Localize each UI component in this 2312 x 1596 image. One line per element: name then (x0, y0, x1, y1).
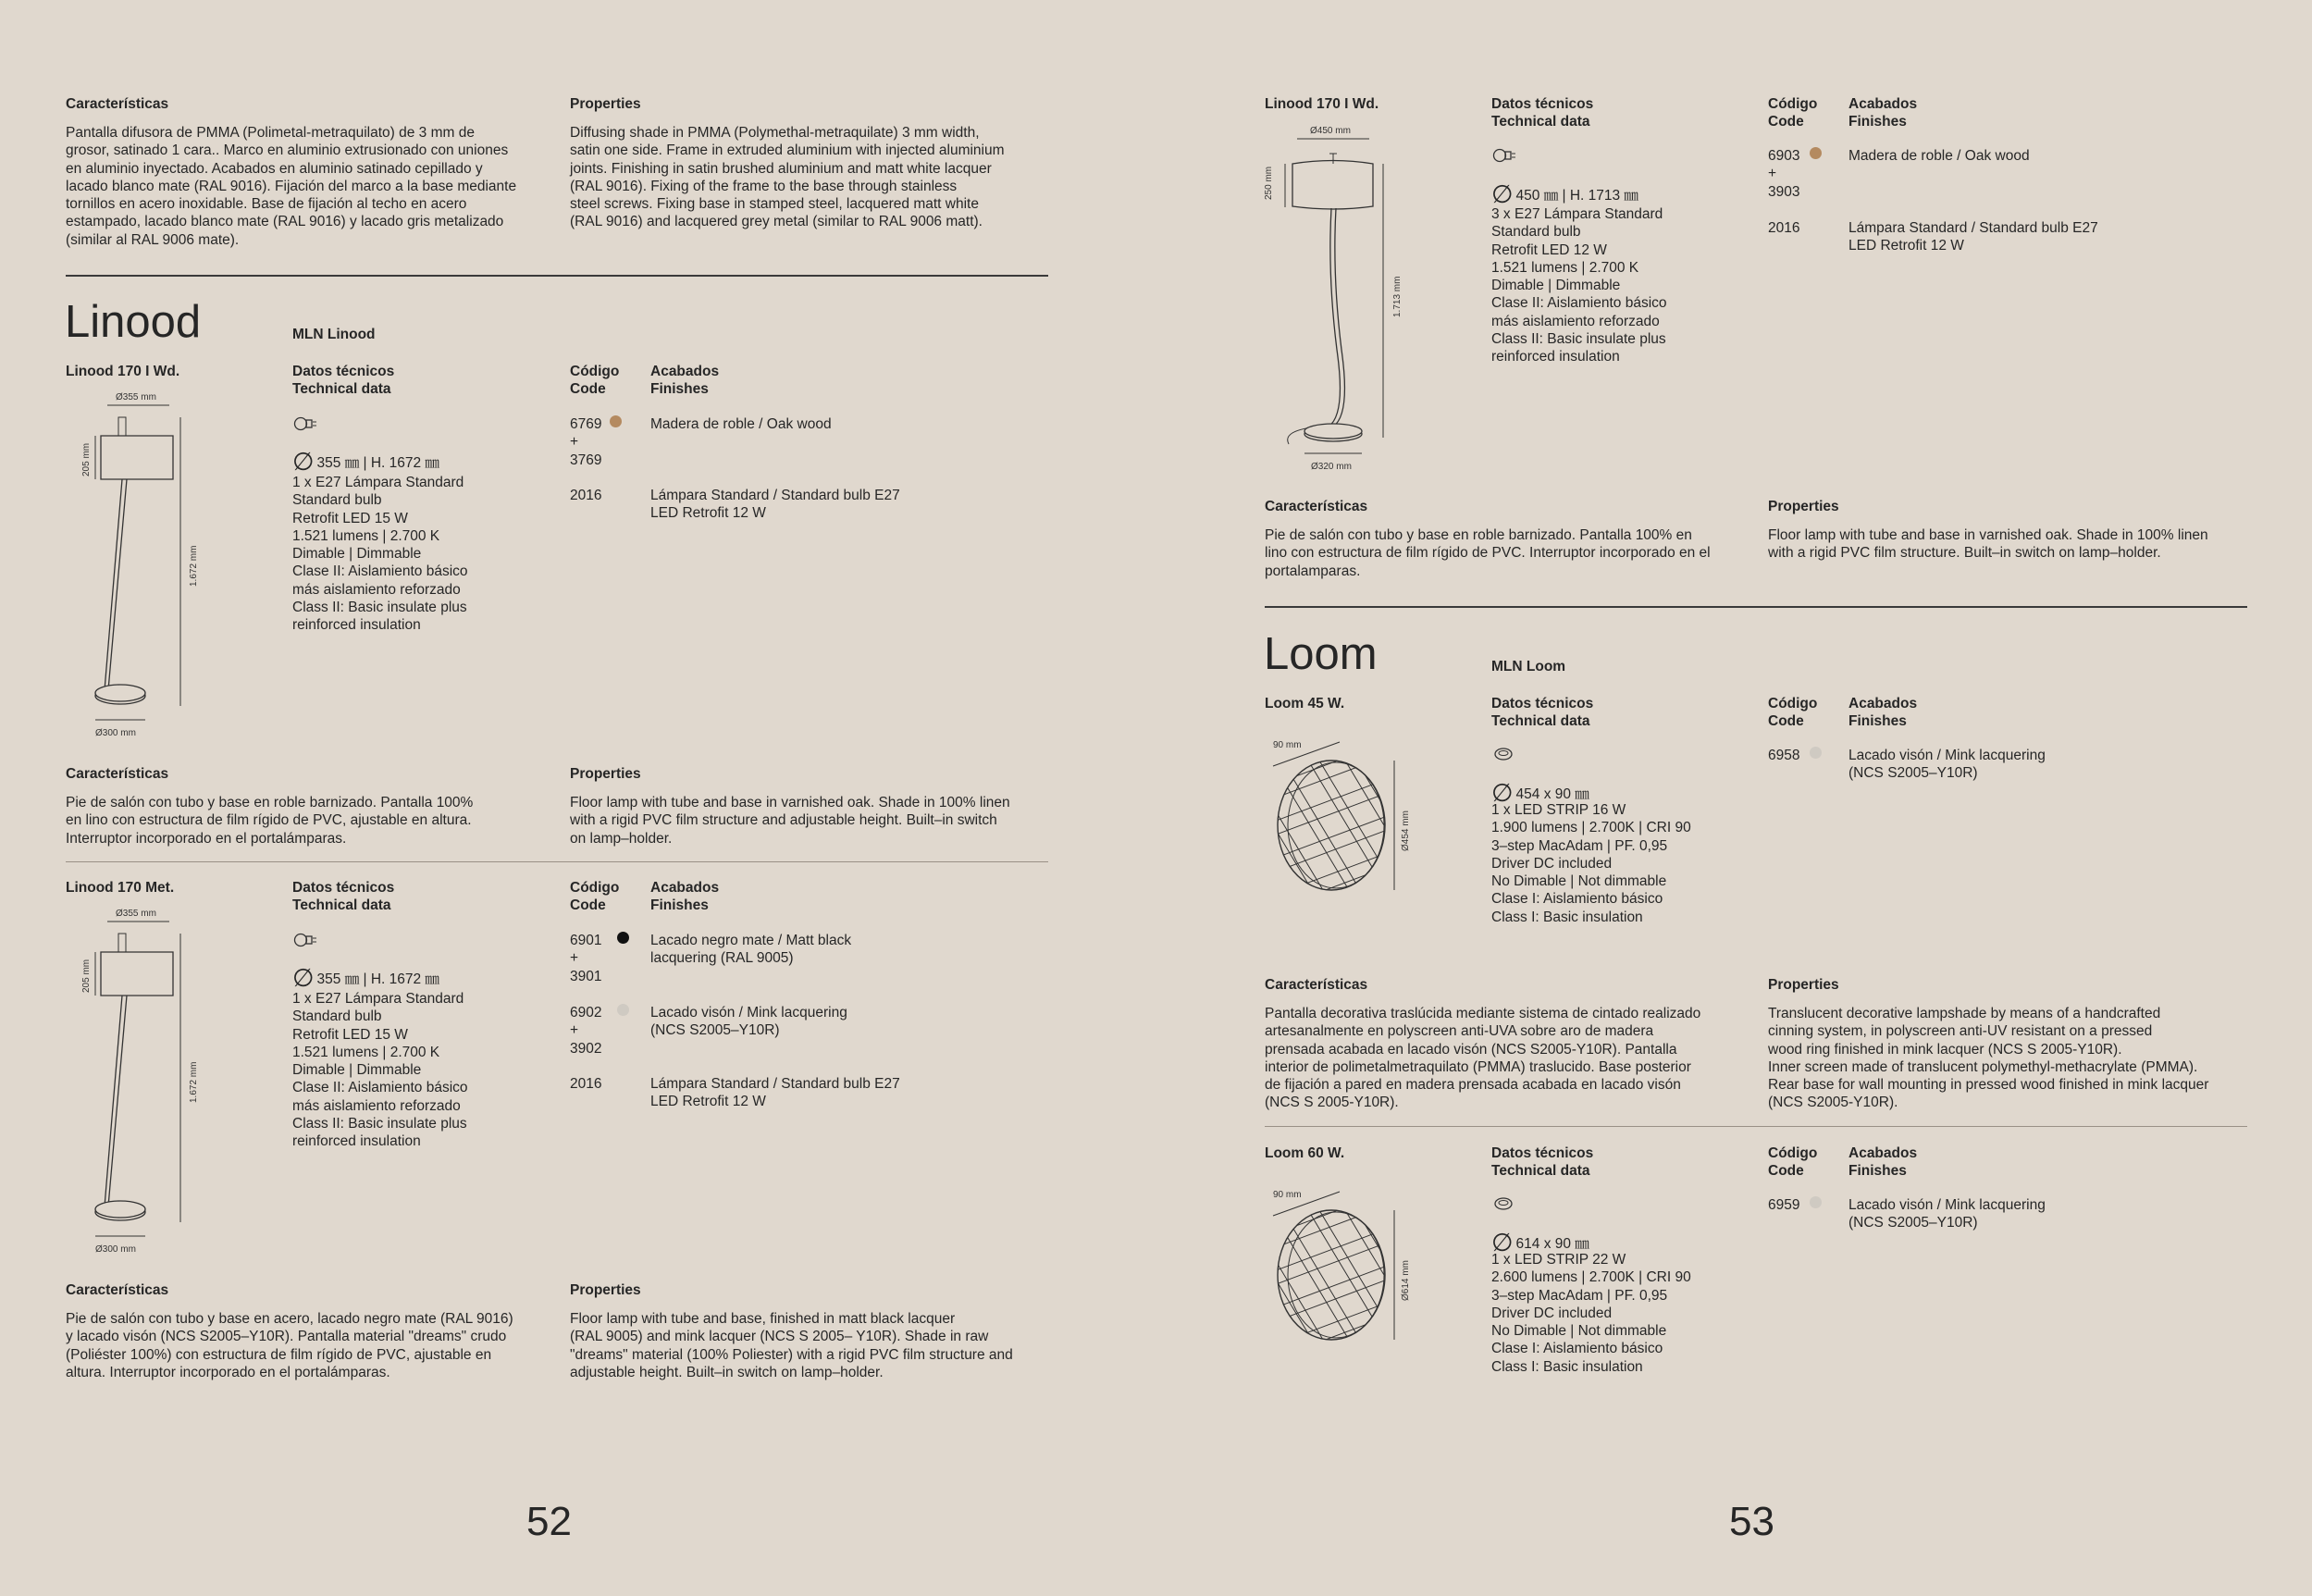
bulb-icon (1491, 148, 1519, 163)
code-heading-es: Código (1768, 696, 1818, 711)
en-heading: Properties (570, 766, 641, 782)
family-title: Loom (1264, 629, 1378, 679)
en-heading: Properties (1768, 499, 1839, 514)
tech-specs: 1 x LED STRIP 16 W 1.900 lumens | 2.700K | CRI 90 3–step MacAdam | PF. 0,95 Driver DC included No Dimable | Not dimmable Clase I: Aislamiento básico Class I: Basic insulation (1491, 802, 1691, 925)
bulb-icon (292, 416, 320, 431)
dim-diameter-label: Ø454 mm (1401, 810, 1411, 851)
page-number: 53 (1729, 1499, 1774, 1544)
product-name: Linood 170 Met. (66, 880, 175, 896)
dim-depth-label: 90 mm (1273, 740, 1302, 750)
finish-swatch (617, 1004, 629, 1016)
finish-name: Madera de roble / Oak wood (1848, 148, 2030, 164)
code-heading-en: Code (570, 381, 606, 397)
dimensions-value: 355 ㎜ | H. 1672 ㎜ (316, 455, 439, 471)
floor-lamp-drawing (69, 903, 217, 1259)
es-heading: Características (1265, 977, 1368, 993)
finish-code: 6903 + 3903 (1768, 148, 1800, 200)
dim-shade-label: 205 mm (81, 442, 92, 476)
en-text: Floor lamp with tube and base in varnished oak. Shade in 100% linen with a rigid PVC film structure and adjustable height. Built–in switch on lamp–holder. (570, 795, 1010, 847)
finishes-heading-en: Finishes (1848, 713, 1907, 729)
intro-en-text: Diffusing shade in PMMA (Polymethal-metraquilate) 3 mm width, satin one side. Frame in extruded aluminium with injected aluminium joints. Finishing in satin brushed aluminium and matt white lacquer (RAL 9016). Fixing of the frame to the base through stainless steel screws. Fixing base in stamped steel, lacquered matt white (RAL 9016) and lacquered grey metal (similar to RAL 9006 matt). (570, 125, 1005, 230)
dim-depth-label: 90 mm (1273, 1190, 1302, 1200)
code-heading-en: Code (1768, 114, 1804, 130)
dim-diameter-label: Ø614 mm (1401, 1260, 1411, 1301)
page-number: 52 (526, 1499, 572, 1544)
finish-name: Lámpara Standard / Standard bulb E27 LED Retrofit 12 W (650, 1076, 900, 1110)
wall-lamp-drawing (1264, 733, 1430, 899)
product-name: Linood 170 I Wd. (66, 364, 180, 379)
code-heading-es: Código (1768, 96, 1818, 112)
tech-heading-en: Technical data (1491, 1163, 1590, 1179)
finish-code: 6902 + 3902 (570, 1005, 602, 1057)
finish-name: Lámpara Standard / Standard bulb E27 LED Retrofit 12 W (1848, 220, 2098, 254)
finishes-heading-en: Finishes (650, 897, 709, 913)
dim-base-label: Ø300 mm (95, 1244, 136, 1255)
product-name: Loom 60 W. (1265, 1145, 1345, 1161)
diameter-icon: ∅ (292, 964, 315, 992)
intro-es-text: Pantalla difusora de PMMA (Polimetal-metraquilato) de 3 mm de grosor, satinado 1 cara.. Marco en aluminio extrusionado con uniones en aluminio inyectado. Acabados en aluminio satinado cepillado y lacado blanco mate (RAL 9016). Fijación del marco a la base mediante tornillos en acero inoxidable. Base de fijación al techo en acero estampado, lacado blanco mate (RAL 9016) y lacado gris metalizado (similar al RAL 9006 mate). (66, 125, 517, 248)
dim-base-label: Ø300 mm (95, 728, 136, 738)
es-heading: Características (1265, 499, 1368, 514)
es-text: Pie de salón con tubo y base en roble barnizado. Pantalla 100% en lino con estructura de film rígido de PVC, ajustable en altura. Interruptor incorporado en el portalámparas. (66, 795, 474, 847)
family-title: Linood (65, 297, 202, 347)
led-strip-icon (1493, 746, 1515, 762)
dimensions (1491, 1229, 1589, 1256)
finish-code: 2016 (570, 488, 602, 503)
finish-swatch (1810, 1196, 1822, 1208)
code-value: 6769 + 3769 (570, 416, 602, 468)
finishes-heading-es: Acabados (1848, 96, 1918, 112)
code-heading-en: Code (570, 897, 606, 913)
dim-shade-label: 250 mm (1264, 166, 1274, 200)
intro-es-heading: Características (66, 96, 169, 112)
dimensions (1491, 779, 1589, 807)
dimensions-value: 614 x 90 ㎜ (1515, 1236, 1589, 1252)
en-text: Floor lamp with tube and base in varnished oak. Shade in 100% linen with a rigid PVC film structure. Built–in switch on lamp–holder. (1768, 527, 2208, 562)
code-heading-es: Código (570, 364, 620, 379)
finish-name: Lacado visón / Mink lacquering (NCS S2005–Y10R) (1848, 748, 2046, 782)
dim-height-label: 1.672 mm (189, 1061, 199, 1103)
en-heading: Properties (1768, 977, 1839, 993)
tech-heading-es: Datos técnicos (1491, 96, 1594, 112)
floor-lamp-drawing (1263, 118, 1420, 475)
es-text: Pie de salón con tubo y base en roble barnizado. Pantalla 100% en lino con estructura de film rígido de PVC. Interruptor incorporado en el portalamparas. (1265, 527, 1711, 579)
dimensions (292, 964, 439, 992)
es-heading: Características (66, 1282, 169, 1298)
divider (1265, 606, 2247, 608)
finishes-heading-es: Acabados (650, 364, 720, 379)
dimensions (292, 448, 439, 476)
dim-top-label: Ø355 mm (116, 392, 156, 402)
es-text: Pie de salón con tubo y base en acero, lacado negro mate (RAL 9016) y lacado visón (NCS S2005–Y10R). Pantalla material "dreams" crudo (Poliéster 100%) con estructura de film rígido de PVC, ajustable en altura. Interruptor incorporado en el portalámparas. (66, 1311, 513, 1380)
tech-specs: 1 x E27 Lámpara Standard Standard bulb Retrofit LED 15 W 1.521 lumens | 2.700 K Dimable | Dimmable Clase II: Aislamiento básico más aislamiento reforzado Class II: Basic insulate plus reinforced insulation (292, 475, 468, 634)
tech-heading-en: Technical data (292, 897, 391, 913)
finish-swatch (617, 932, 629, 944)
wall-lamp-drawing (1264, 1182, 1430, 1349)
dim-shade-label: 205 mm (81, 959, 92, 993)
tech-specs: 1 x E27 Lámpara Standard Standard bulb Retrofit LED 15 W 1.521 lumens | 2.700 K Dimable | Dimmable Clase II: Aislamiento básico más aislamiento reforzado Class II: Basic insulate plus reinforced insulation (292, 991, 468, 1150)
finish-name: Lámpara Standard / Standard bulb E27 LED Retrofit 12 W (650, 488, 900, 522)
finish-name: Madera de roble / Oak wood (650, 416, 832, 432)
dim-top-label: Ø355 mm (116, 909, 156, 919)
tech-heading-en: Technical data (1491, 114, 1590, 130)
dimensions-value: 355 ㎜ | H. 1672 ㎜ (316, 971, 439, 987)
tech-heading-es: Datos técnicos (292, 880, 395, 896)
finish-swatch (1810, 747, 1822, 759)
finish-code: 2016 (1768, 220, 1800, 236)
tech-heading-es: Datos técnicos (292, 364, 395, 379)
finishes-heading-es: Acabados (1848, 696, 1918, 711)
family-model: MLN Linood (292, 327, 376, 342)
finish-swatch (1810, 147, 1822, 159)
tech-specs: 1 x LED STRIP 22 W 2.600 lumens | 2.700K | CRI 90 3–step MacAdam | PF. 0,95 Driver DC included No Dimable | Not dimmable Clase I: Aislamiento básico Class I: Basic insulation (1491, 1252, 1691, 1375)
finish-name: Lacado negro mate / Matt black lacquering (RAL 9005) (650, 933, 852, 967)
finish-code (570, 415, 601, 469)
floor-lamp-drawing (69, 387, 217, 743)
finishes-heading-en: Finishes (1848, 1163, 1907, 1179)
finishes-heading-es: Acabados (1848, 1145, 1918, 1161)
en-text: Floor lamp with tube and base, finished in matt black lacquer (RAL 9005) and mink lacquer (NCS S 2005– Y10R). Shade in raw "dreams" material (100% Poliester) with a rigid PVC film structure and adjustable height. Built–in switch on lamp–holder. (570, 1311, 1013, 1380)
finish-name: Lacado visón / Mink lacquering (NCS S2005–Y10R) (650, 1005, 847, 1039)
bulb-icon (292, 933, 320, 947)
finishes-heading-es: Acabados (650, 880, 720, 896)
finish-code: 6901 + 3901 (570, 933, 602, 984)
es-heading: Características (66, 766, 169, 782)
diameter-icon: ∅ (1491, 180, 1514, 208)
intro-en-heading: Properties (570, 96, 641, 112)
es-text: Pantalla decorativa traslúcida mediante sistema de cintado realizado artesanalmente en polyscreen anti-UVA sobre aro de madera prensada acabada en lacado visón (NCS S2005-Y10R). Pantalla interior de polimetalmetraquilato (PMMA) traslucido. Base posterior de fijación a pared en madera prensada acabada en lacado visón (NCS S 2005-Y10R). (1265, 1006, 1701, 1111)
dimensions (1491, 180, 1638, 208)
diameter-icon: ∅ (1491, 1229, 1514, 1256)
led-strip-icon (1493, 1195, 1515, 1212)
tech-heading-en: Technical data (292, 381, 391, 397)
dim-height-label: 1.672 mm (189, 545, 199, 587)
family-model: MLN Loom (1491, 659, 1566, 674)
finish-code: 2016 (570, 1076, 602, 1092)
finish-code: 6959 (1768, 1197, 1800, 1213)
dimensions-value: 450 ㎜ | H. 1713 ㎜ (1515, 188, 1638, 204)
tech-specs: 3 x E27 Lámpara Standard Standard bulb Retrofit LED 12 W 1.521 lumens | 2.700 K Dimable | Dimmable Clase II: Aislamiento básico más aislamiento reforzado Class II: Basic insulate plus reinforced insulation (1491, 206, 1667, 365)
divider (66, 861, 1048, 862)
finish-code: 6958 (1768, 748, 1800, 763)
code-heading-en: Code (1768, 713, 1804, 729)
finishes-heading-en: Finishes (1848, 114, 1907, 130)
product-name: Loom 45 W. (1265, 696, 1345, 711)
divider (1265, 1126, 2247, 1127)
code-heading-en: Code (1768, 1163, 1804, 1179)
tech-heading-en: Technical data (1491, 713, 1590, 729)
dim-height-label: 1.713 mm (1392, 276, 1403, 317)
dim-top-label: Ø450 mm (1310, 126, 1351, 136)
finishes-heading-en: Finishes (650, 381, 709, 397)
code-heading-es: Código (570, 880, 620, 896)
en-text: Translucent decorative lampshade by means of a handcrafted cinning system, in polyscreen anti-UV resistant on a pressed wood ring finished in mink lacquer (NCS S 2005-Y10R). Inner screen made of translucent polymethyl-methacrylate (PMMA). Rear base for wall mounting in pressed wood finished in mink lacquer (NCS S2005-Y10R). (1768, 1006, 2209, 1111)
tech-heading-es: Datos técnicos (1491, 696, 1594, 711)
en-heading: Properties (570, 1282, 641, 1298)
diameter-icon: ∅ (1491, 779, 1514, 807)
code-heading-es: Código (1768, 1145, 1818, 1161)
tech-heading-es: Datos técnicos (1491, 1145, 1594, 1161)
dim-base-label: Ø320 mm (1311, 462, 1352, 472)
finish-name: Lacado visón / Mink lacquering (NCS S2005–Y10R) (1848, 1197, 2046, 1231)
divider (66, 275, 1048, 277)
product-name: Linood 170 I Wd. (1265, 96, 1379, 112)
dimensions-value: 454 x 90 ㎜ (1515, 786, 1589, 802)
diameter-icon: ∅ (292, 448, 315, 476)
finish-swatch (610, 415, 622, 427)
